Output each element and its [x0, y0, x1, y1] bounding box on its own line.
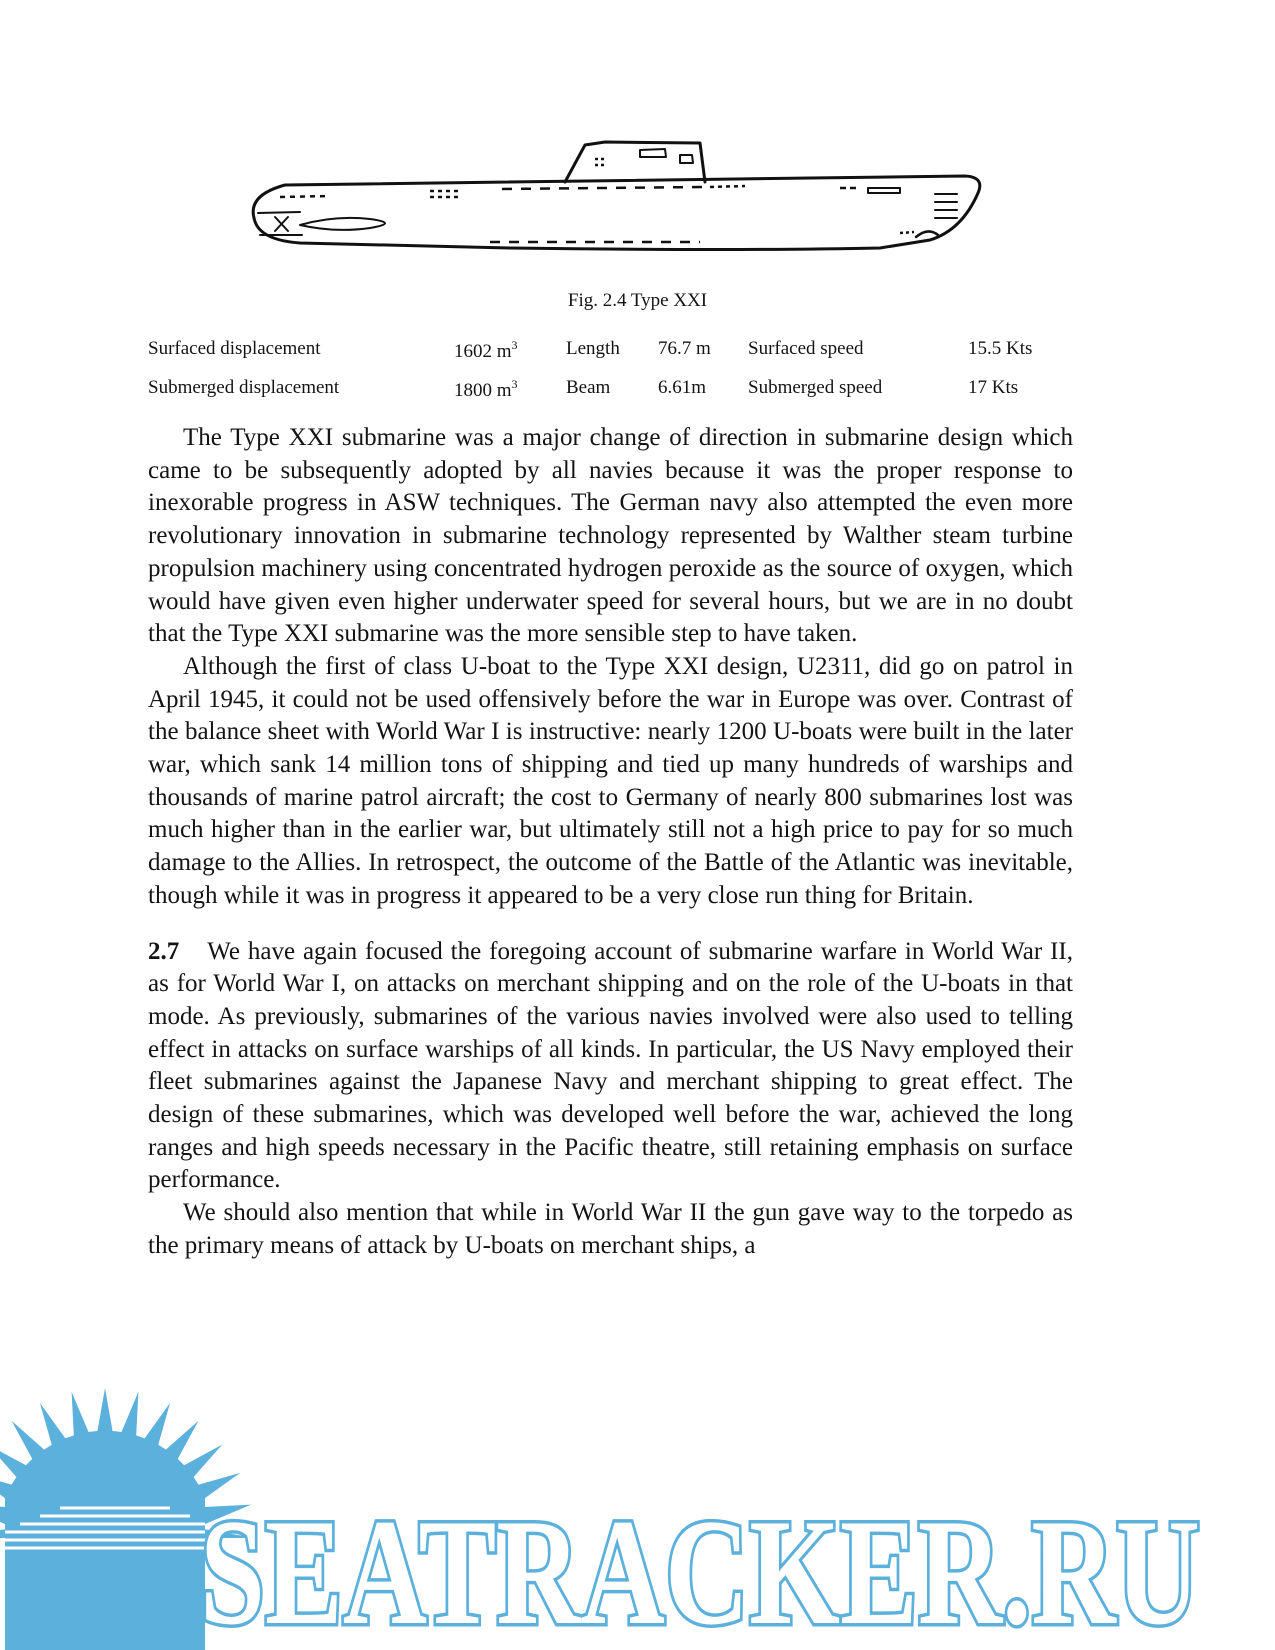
figure-caption: Fig. 2.4 Type XXI	[567, 290, 708, 311]
spec-value: 6.61m	[658, 377, 707, 398]
spec-label: Surfaced displacement	[148, 338, 321, 359]
spec-value: 17 Kts	[968, 377, 1019, 398]
type-xxi-submarine-drawing	[240, 135, 1040, 280]
spec-label: Submerged speed	[748, 377, 883, 398]
spec-label: Submerged displacement	[148, 377, 340, 398]
specifications-table	[148, 338, 1032, 416]
seatracker-watermark	[0, 1388, 1275, 1650]
spec-value: 1602 $m^3$	[454, 338, 518, 362]
paragraph: The Type XXI submarine was a major change of direction in submarine design which came to be subsequently adopted by all navies because it was the proper response to inexorable progress in ASW techniques. The German navy also attempted the even more revolutionary innovation in submarine technology represented by Walther steam turbine propulsion machinery using concentrated hydrogen peroxide as the source of oxygen, which would have given even higher underwater speed for several hours, but we are in no doubt that the Type XXI submarine was the more sensible step to have taken.	[148, 424, 1073, 648]
spec-label: Beam	[566, 377, 611, 398]
spec-row	[148, 338, 1032, 377]
watermark-text: SEATRACKER.RU	[200, 1488, 1200, 1650]
section-number: 2.7	[148, 937, 180, 965]
section-paragraph: 2.7 We have again focused the foregoing account of submarine warfare in World War II, as for World War I, on attacks on merchant shipping and on the role of the U-boats in that mode. As previously, submarines of the various navies involved were also used to telling effect in attacks on surface warships of all kinds. In particular, the US Navy employed their fleet submarines against the Japanese Navy and merchant shipping to great effect. The design of these submarines, which was developed well before the war, achieved the long ranges and high speeds necessary in the Pacific theatre, still retaining emphasis on surface performance.	[148, 937, 1073, 1194]
spec-value: 1800 $m^3$	[454, 377, 518, 401]
submarine-illustration	[240, 135, 1040, 280]
paragraph: Although the first of class U-boat to the Type XXI design, U2311, did go on patrol in April 1945, it could not be used offensively before the war in Europe was over. Contrast of the balance sheet with World War I is instructive: nearly 1200 U-boats were built in the later war, which sank 14 million tons of shipping and tied up many hundreds of warships and thousands of marine patrol aircraft; the cost to Germany of nearly 800 submarines lost was much higher than in the earlier war, but ultimately still not a high price to pay for so much damage to the Allies. In retrospect, the outcome of the Battle of the Atlantic was inevitable, though while it was in progress it appeared to be a very close run thing for Britain.	[148, 652, 1073, 909]
spec-row	[148, 377, 1032, 416]
spec-label: Surfaced speed	[748, 338, 864, 359]
spec-label: Length	[566, 338, 620, 359]
watermark-logo	[0, 1388, 1275, 1650]
spec-value: 76.7 m	[658, 338, 711, 359]
spec-value: 15.5 Kts	[968, 338, 1033, 359]
paragraph: We should also mention that while in World War II the gun gave way to the torpedo as the primary means of attack by U-boats on merchant ships, a	[148, 1199, 1073, 1259]
body-text	[148, 422, 1073, 1263]
